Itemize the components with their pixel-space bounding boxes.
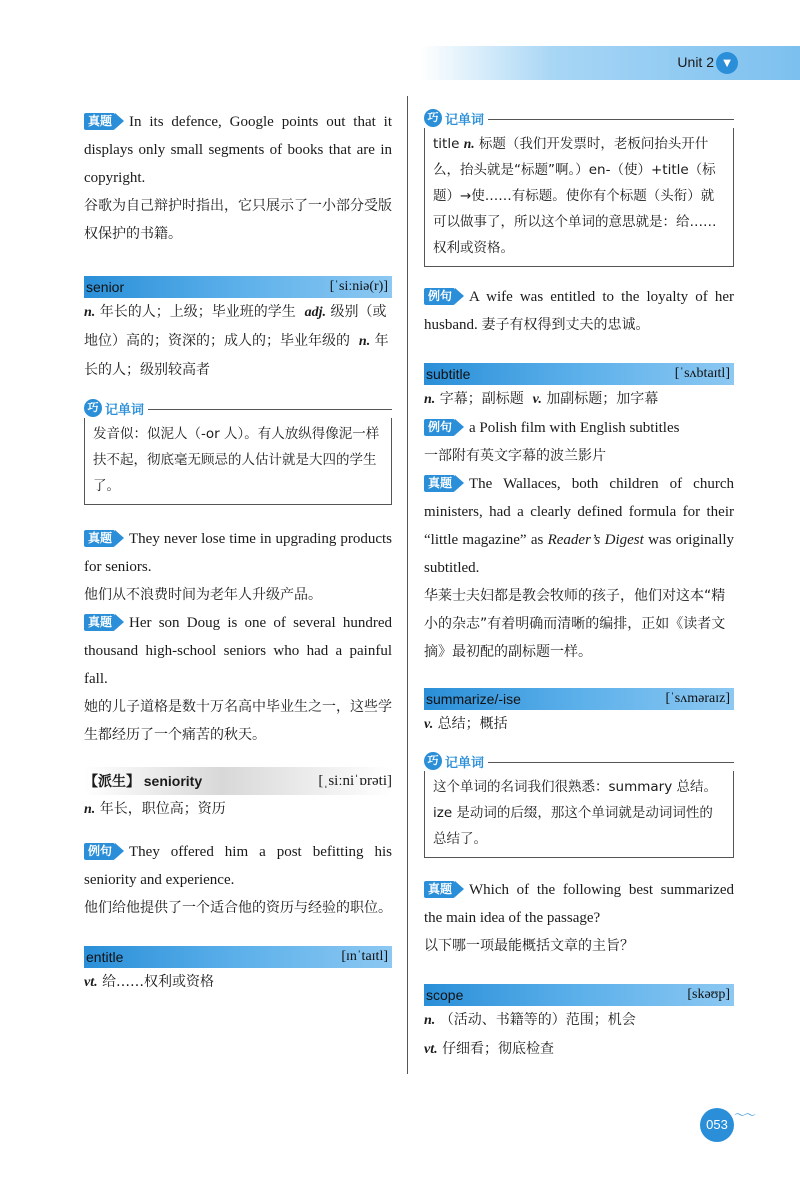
memo-title: 记单词 xyxy=(445,112,485,128)
memo-icon: 巧 xyxy=(424,752,442,770)
memo-entitle xyxy=(424,108,734,267)
entry-summarize-header xyxy=(424,688,734,710)
example-real-2: 真题 Her son Doug is one of several hundred thousand high-school seniors who had a painful fall. 她的儿子道格是数十万名高中毕业生之一，这些学生都经历了一个痛苦的秋天。 xyxy=(84,609,392,749)
unit-label: Unit 2 xyxy=(677,54,714,70)
phonetic: [skəʊp] xyxy=(687,987,730,1002)
headword: entitle xyxy=(86,949,124,965)
entry-subtitle-header xyxy=(424,363,734,385)
column-divider xyxy=(407,96,408,1074)
example-real: 真题 Which of the following best summarized the main idea of the passage? 以下哪一项最能概括文章的主旨？ xyxy=(424,876,734,960)
example-cn: 她的儿子道格是数十万名高中毕业生之一，这些学生都经历了一个痛苦的秋天。 xyxy=(84,699,392,743)
example-real-0 xyxy=(84,108,392,248)
definition: v. 总结；概括 xyxy=(424,716,508,732)
definition: n. 年长的人；上级；毕业班的学生 adj. 级别（或地位）高的；资深的；成人的；毕业年级的 n. 年长的人；级别较高者 xyxy=(84,304,389,378)
example-en: In its defence, Google points out that it displays only small segments of books that are in copyright. xyxy=(84,114,392,186)
example-cn: 华莱士夫妇都是教会牧师的孩子，他们对这本“精小的杂志”有着明确而清晰的编排，正如《读者文摘》最初配的副标题一样。 xyxy=(424,588,726,660)
phonetic: [ɪnˈtaɪtl] xyxy=(341,949,388,964)
wave-decoration-icon: ～～ xyxy=(734,1108,755,1122)
memo-text: title n. 标题（我们开发票时，老板问抬头开什么，抬头就是“标题”啊。）en-（使）+title（标题）→使……有标题。使你有个标题（头衔）就可以做事了，所以这个单词的意思就是：给……权利或资格。 xyxy=(424,128,734,267)
example-cn: 谷歌为自己辩护时指出，它只展示了一小部分受版权保护的书籍。 xyxy=(84,198,392,242)
memo-senior xyxy=(84,398,392,505)
memo-text: 这个单词的名词我们很熟悉：summary 总结。ize 是动词的后缀，那这个单词就是动词词性的总结了。 xyxy=(424,771,734,858)
entry-senior-header xyxy=(84,276,392,298)
phonetic: [ˈsiːniə(r)] xyxy=(329,279,388,294)
headword: subtitle xyxy=(426,366,471,382)
entry-scope-header xyxy=(424,984,734,1006)
zhenti-tag: 真题 xyxy=(84,530,115,547)
phonetic: [ˌsiːniˈɒrəti] xyxy=(318,772,392,789)
example-real-1: 真题 They never lose time in upgrading products for seniors. 他们从不浪费时间为老年人升级产品。 xyxy=(84,525,392,609)
example-cn: 以下哪一项最能概括文章的主旨？ xyxy=(424,938,634,954)
entry-entitle-header xyxy=(84,946,392,968)
phonetic: [ˈsʌbtaɪtl] xyxy=(674,366,730,381)
left-column xyxy=(84,108,392,997)
zhenti-tag: 真题 xyxy=(84,614,115,631)
memo-summarize xyxy=(424,751,734,858)
liju-tag: 例句 xyxy=(84,843,115,860)
definition: vt. 仔细看；彻底检查 xyxy=(424,1041,555,1057)
example-cn: 他们给他提供了一个适合他的资历与经验的职位。 xyxy=(84,900,392,916)
example-sentence: 例句 They offered him a post befitting his seniority and experience. 他们给他提供了一个适合他的资历与经验的职位。 xyxy=(84,838,392,922)
memo-icon: 巧 xyxy=(424,109,442,127)
headword: seniority xyxy=(143,773,203,789)
definition: n. 年长，职位高；资历 xyxy=(84,801,226,817)
headword: senior xyxy=(86,279,125,295)
headword: scope xyxy=(426,987,464,1003)
derivative-seniority: 【派生】 seniority [ˌsiːniˈɒrəti] xyxy=(84,767,392,795)
memo-title: 记单词 xyxy=(105,402,145,418)
chevron-down-icon: ▼ xyxy=(716,52,738,74)
example-cn: 他们从不浪费时间为老年人升级产品。 xyxy=(84,587,322,603)
example-sentence: 例句 A wife was entitled to the loyalty of her husband. 妻子有权得到丈夫的忠诚。 xyxy=(424,289,734,333)
zhenti-tag: 真题 xyxy=(424,475,455,492)
definition: n. 字幕；副标题 v. 加副标题；加字幕 xyxy=(424,391,659,407)
zhenti-tag: 真题 xyxy=(424,881,455,898)
unit-header xyxy=(420,46,800,80)
example-real: 真题 The Wallaces, both children of church ministers, had a clearly defined formula for their “little magazine” as Reader’s Digest was originally subtitled. 华莱士夫妇都是教会牧师的孩子，他们对这本“精小的杂志”有着明确而清晰的编排，正如《读者文摘》最初配的副标题一样。 xyxy=(424,470,734,666)
zhenti-tag: 真题 xyxy=(84,113,115,130)
right-column xyxy=(424,108,734,1064)
headword: summarize/-ise xyxy=(426,691,521,707)
memo-text: 发音似：似泥人（-or 人）。有人放纵得像泥一样扶不起，彻底毫无顾忌的人估计就是大四的学生了。 xyxy=(84,418,392,505)
example-cn: 一部附有英文字幕的波兰影片 xyxy=(424,448,606,464)
example-sentence: 例句 a Polish film with English subtitles xyxy=(424,414,734,442)
page-number: 053 xyxy=(700,1108,734,1142)
memo-title: 记单词 xyxy=(445,755,485,771)
phonetic: [ˈsʌməraɪz] xyxy=(665,691,730,706)
definition: n. （活动、书籍等的）范围；机会 xyxy=(424,1012,636,1028)
definition: vt. 给……权利或资格 xyxy=(84,974,215,990)
memo-icon: 巧 xyxy=(84,399,102,417)
liju-tag: 例句 xyxy=(424,419,455,436)
liju-tag: 例句 xyxy=(424,288,455,305)
